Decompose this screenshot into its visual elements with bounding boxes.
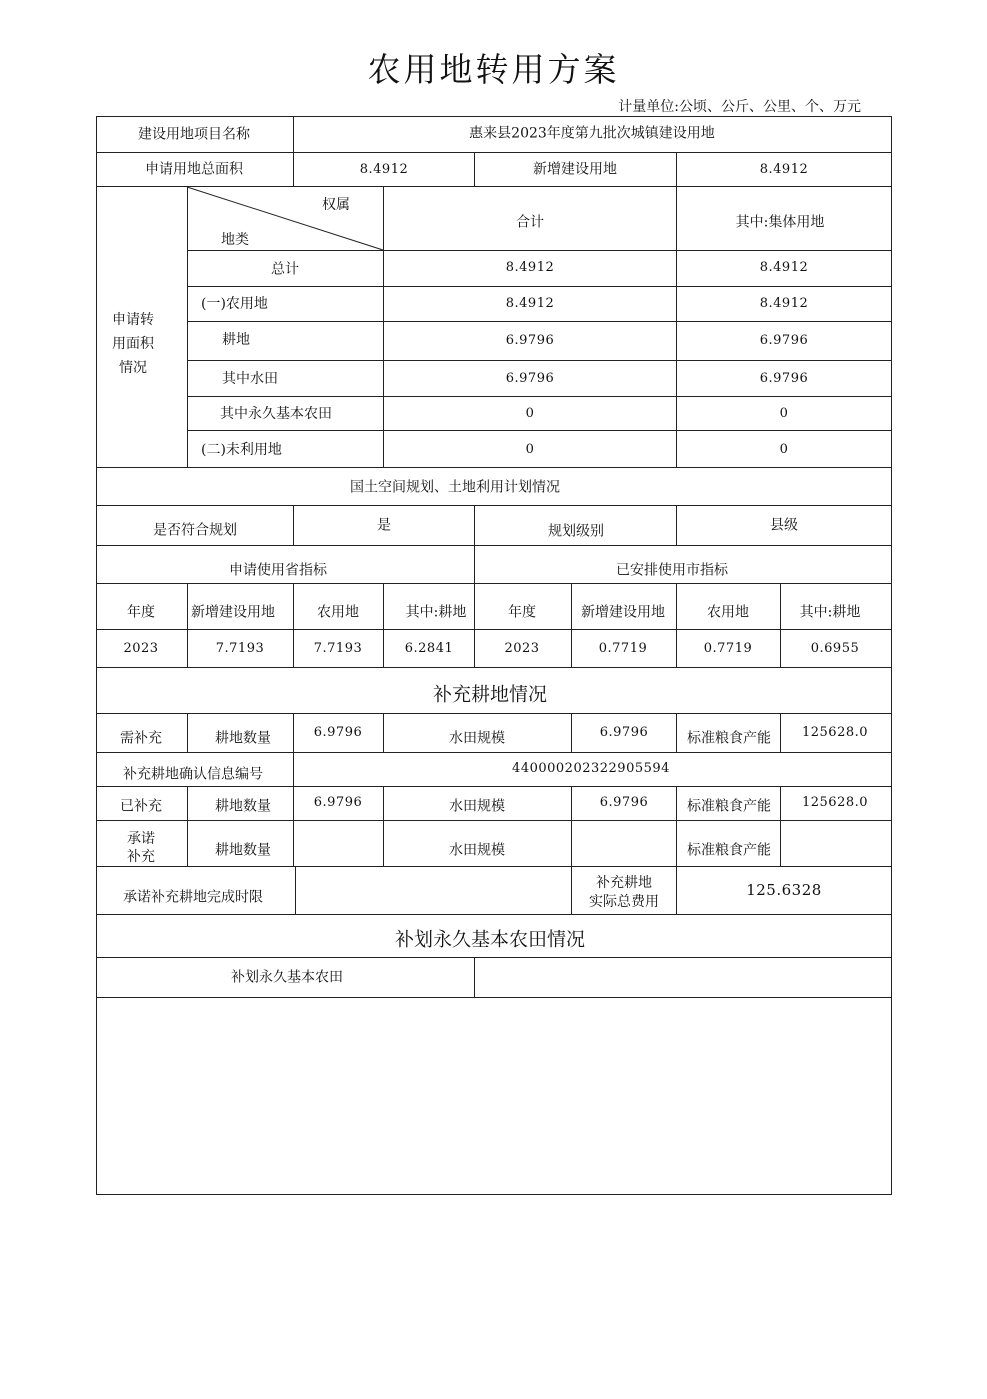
need-paddy-value: 6.9796 — [599, 725, 649, 741]
done-label: 已补充 — [120, 798, 162, 815]
indicator-header: 年度 — [508, 604, 536, 621]
indicator-header: 新增建设用地 — [191, 604, 275, 621]
total-area-value: 8.4912 — [359, 162, 409, 178]
project-name-value: 惠来县2023年度第九批次城镇建设用地 — [469, 125, 715, 142]
indicator-header: 农用地 — [707, 604, 749, 621]
indicator-value: 7.7193 — [215, 641, 265, 657]
row-agricultural-collective: 8.4912 — [759, 296, 809, 312]
confirm-no-value: 440000202322905594 — [512, 761, 670, 777]
conform-plan-value: 是 — [377, 517, 391, 534]
indicator-value: 0.7719 — [703, 641, 753, 657]
row-label-agricultural: (一)农用地 — [201, 296, 268, 312]
actual-cost-value: 125.6328 — [746, 881, 822, 899]
need-paddy-label: 水田规模 — [449, 730, 505, 747]
header-ownership: 权属 — [322, 197, 350, 213]
col-collective-header: 其中:集体用地 — [735, 214, 825, 231]
need-label: 需补充 — [120, 730, 162, 747]
indicator-header: 其中:耕地 — [799, 604, 861, 621]
indicator-value: 7.7193 — [313, 641, 363, 657]
indicator-value: 2023 — [123, 641, 159, 657]
row-total-total: 8.4912 — [505, 260, 555, 276]
row-label-permanent: 其中永久基本农田 — [220, 406, 332, 422]
done-qty-value: 6.9796 — [313, 795, 363, 811]
promise-grain-label: 标准粮食产能 — [687, 842, 771, 859]
need-qty-label: 耕地数量 — [215, 730, 271, 747]
new-construction-value: 8.4912 — [759, 162, 809, 178]
done-paddy-label: 水田规模 — [449, 798, 505, 815]
row-permanent-collective: 0 — [779, 406, 789, 422]
conform-plan-label: 是否符合规划 — [153, 522, 237, 539]
row-paddy-total: 6.9796 — [505, 371, 555, 387]
city-indicator-label: 已安排使用市指标 — [616, 562, 728, 579]
row-total-collective: 8.4912 — [759, 260, 809, 276]
promise-paddy-label: 水田规模 — [449, 842, 505, 859]
need-grain-value: 125628.0 — [801, 725, 869, 741]
indicator-value: 6.2841 — [404, 641, 454, 657]
new-construction-label: 新增建设用地 — [533, 161, 617, 178]
total-area-label: 申请用地总面积 — [145, 161, 243, 178]
done-grain-value: 125628.0 — [801, 795, 869, 811]
col-total-header: 合计 — [516, 214, 544, 231]
need-qty-value: 6.9796 — [313, 725, 363, 741]
need-grain-label: 标准粮食产能 — [687, 730, 771, 747]
row-label-total: 总计 — [271, 261, 299, 278]
permanent-section-title: 补划永久基本农田情况 — [394, 928, 586, 951]
row-label-unused: (二)未利用地 — [201, 442, 282, 458]
done-qty-label: 耕地数量 — [215, 798, 271, 815]
project-name-label: 建设用地项目名称 — [138, 126, 250, 143]
deadline-label: 承诺补充耕地完成时限 — [123, 889, 263, 906]
plan-level-label: 规划级别 — [548, 523, 604, 540]
row-paddy-collective: 6.9796 — [759, 371, 809, 387]
permanent-farmland-label: 补划永久基本农田 — [231, 969, 343, 986]
header-land-type: 地类 — [221, 232, 249, 248]
indicator-value: 0.6955 — [810, 641, 860, 657]
page-title: 农用地转用方案 — [367, 50, 620, 89]
supplement-section-title: 补充耕地情况 — [432, 683, 548, 706]
indicator-header: 其中:耕地 — [405, 604, 467, 621]
promise-label: 承诺 补充 — [127, 831, 155, 865]
promise-qty-label: 耕地数量 — [215, 842, 271, 859]
planning-section-title: 国土空间规划、土地利用计划情况 — [350, 479, 560, 496]
row-label-paddy: 其中水田 — [222, 371, 278, 387]
plan-level-value: 县级 — [770, 517, 798, 534]
row-cultivated-total: 6.9796 — [505, 333, 555, 349]
actual-cost-label: 补充耕地 实际总费用 — [589, 875, 659, 910]
unit-note: 计量单位:公顷、公斤、公里、个、万元 — [618, 99, 861, 115]
done-grain-label: 标准粮食产能 — [687, 798, 771, 815]
province-indicator-label: 申请使用省指标 — [229, 562, 327, 579]
indicator-header: 新增建设用地 — [581, 604, 665, 621]
row-label-cultivated: 耕地 — [222, 332, 250, 348]
indicator-header: 年度 — [127, 604, 155, 621]
indicator-header: 农用地 — [317, 604, 359, 621]
indicator-value: 2023 — [504, 641, 540, 657]
conversion-section-label: 申请转 用面积 情况 — [112, 312, 154, 376]
row-unused-total: 0 — [525, 442, 535, 458]
row-unused-collective: 0 — [779, 442, 789, 458]
confirm-no-label: 补充耕地确认信息编号 — [123, 766, 263, 783]
row-agricultural-total: 8.4912 — [505, 296, 555, 312]
indicator-value: 0.7719 — [598, 641, 648, 657]
done-paddy-value: 6.9796 — [599, 795, 649, 811]
row-permanent-total: 0 — [525, 406, 535, 422]
row-cultivated-collective: 6.9796 — [759, 333, 809, 349]
